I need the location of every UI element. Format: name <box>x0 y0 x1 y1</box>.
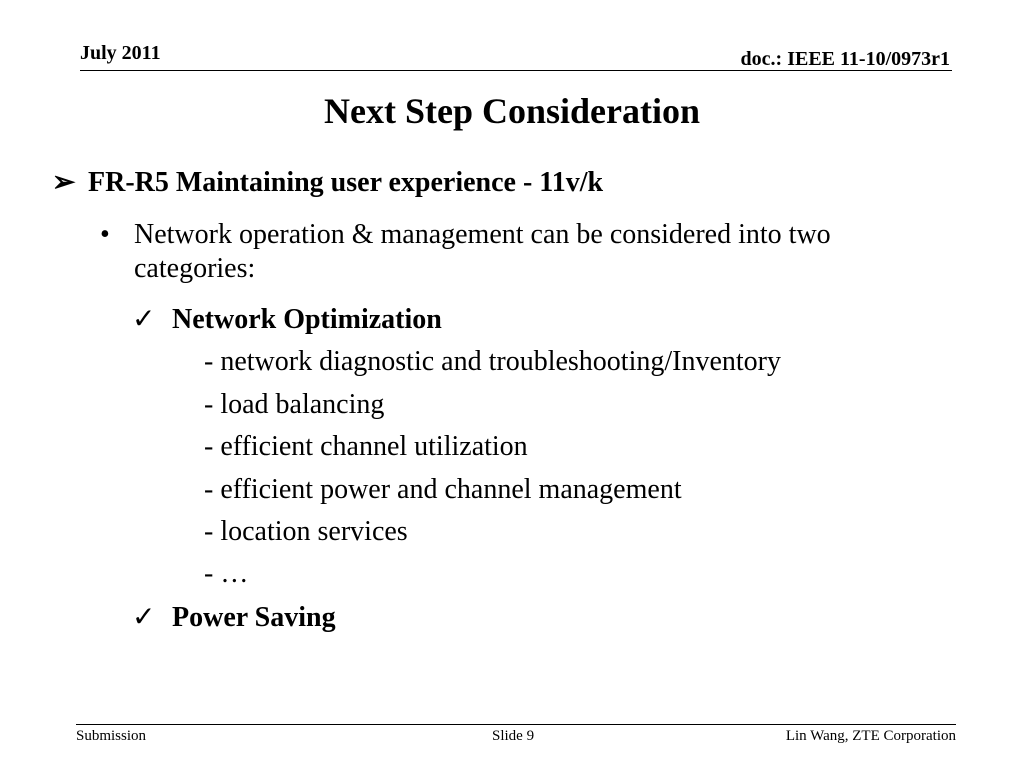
footer-author: Lin Wang, ZTE Corporation <box>785 728 956 744</box>
checkmark-icon: ✓ <box>132 304 156 335</box>
footer-submission: Submission <box>76 728 147 744</box>
footer-divider <box>76 724 956 725</box>
section-network-optimization <box>132 302 442 336</box>
section-heading: Network Optimization <box>172 304 442 335</box>
arrow-bullet-icon: ➢ <box>52 167 76 198</box>
dot-bullet-icon: • <box>100 219 110 250</box>
sub-item: - load balancing <box>204 389 385 420</box>
checkmark-icon: ✓ <box>132 602 156 633</box>
level1-text: FR-R5 Maintaining user experience - 11v/k <box>88 167 604 198</box>
sub-item: - network diagnostic and troubleshooting/Inventory <box>204 346 781 377</box>
slide-title: Next Step Consideration <box>324 91 700 131</box>
sub-item: - location services <box>204 516 408 547</box>
header-divider <box>80 70 952 71</box>
header-doc-number: doc.: IEEE 11-10/0973r1 <box>740 48 950 70</box>
sub-item: - efficient channel utilization <box>204 431 528 462</box>
level1-item <box>52 165 603 199</box>
section-heading: Power Saving <box>172 602 336 633</box>
sub-item: - … <box>204 558 249 589</box>
header-date: July 2011 <box>80 42 161 64</box>
section-power-saving <box>132 600 336 634</box>
sub-item: - efficient power and channel management <box>204 474 682 505</box>
bullet-item <box>100 218 954 286</box>
bullet-text: Network operation & management can be considered into two categories: <box>134 219 831 284</box>
footer-slide-number: Slide 9 <box>492 728 535 744</box>
